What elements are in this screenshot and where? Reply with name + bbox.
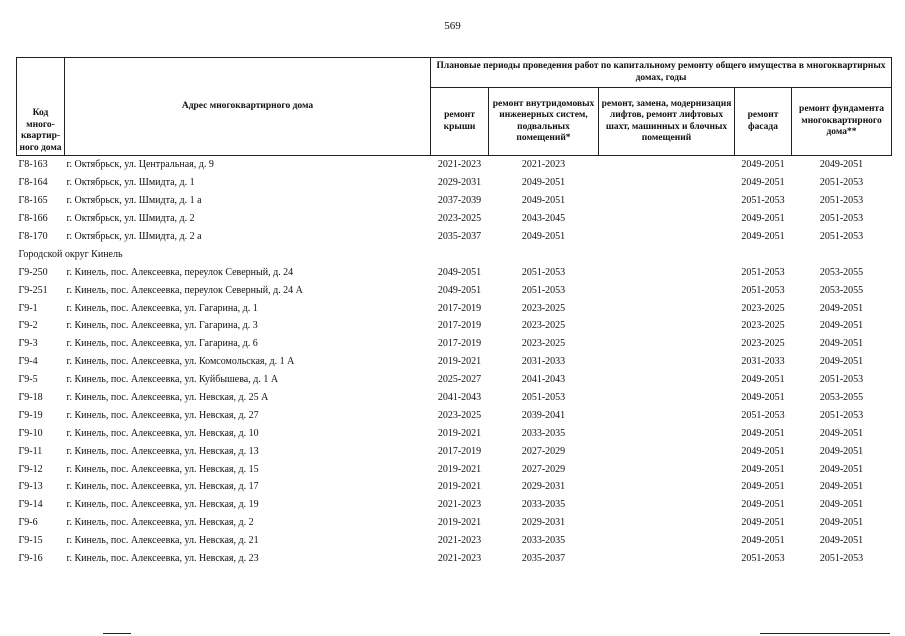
cell-elevators [599, 496, 735, 514]
cell-facade: 2023-2025 [741, 320, 785, 332]
cell-address: г. Кинель, пос. Алексеевка, ул. Куйбышева, д. 1 А [66, 374, 279, 386]
cell-systems: 2029-2031 [521, 481, 566, 493]
cell-roof: 2023-2025 [437, 213, 482, 225]
cell-foundation: 2051-2053 [819, 195, 864, 207]
cell-facade: 2051-2053 [741, 195, 785, 207]
cell-roof: 2021-2023 [437, 159, 482, 171]
cell-roof: 2017-2019 [437, 320, 482, 332]
cell-elevators [599, 353, 735, 371]
cell-systems: 2039-2041 [521, 409, 566, 421]
cell-foundation: 2051-2053 [819, 553, 864, 565]
header-facade: ремонт фасада [735, 88, 792, 156]
cell-elevators [599, 263, 735, 281]
cell-foundation: 2051-2053 [819, 213, 864, 225]
cell-roof: 2025-2027 [437, 374, 482, 386]
table-row [17, 174, 892, 192]
cell-facade: 2049-2051 [741, 535, 785, 547]
cell-address: г. Кинель, пос. Алексеевка, ул. Невская, д. 17 [66, 481, 259, 493]
cell-elevators [599, 371, 735, 389]
cell-roof: 2017-2019 [437, 302, 482, 314]
cell-elevators [599, 406, 735, 424]
cell-address: г. Кинель, пос. Алексеевка, ул. Невская, д. 2 [66, 517, 254, 529]
cell-elevators [599, 174, 735, 192]
cell-code: Г9-15 [18, 535, 43, 547]
table-row [17, 406, 892, 424]
cell-code: Г9-13 [18, 481, 43, 493]
cell-systems: 2043-2045 [521, 213, 566, 225]
cell-facade: 2049-2051 [741, 499, 785, 511]
cell-systems: 2029-2031 [521, 517, 566, 529]
cell-systems: 2051-2053 [521, 266, 566, 278]
cell-roof: 2029-2031 [437, 177, 482, 189]
cell-facade: 2051-2053 [741, 266, 785, 278]
cell-roof: 2037-2039 [437, 195, 482, 207]
cell-code: Г9-11 [18, 445, 43, 457]
table-row [17, 496, 892, 514]
cell-foundation: 2049-2051 [819, 499, 864, 511]
cell-code: Г8-166 [18, 213, 48, 225]
cell-foundation: 2049-2051 [819, 302, 864, 314]
header-foundation: ремонт фундамента многоквартирного дома** [792, 88, 892, 156]
cell-roof: 2019-2021 [437, 427, 482, 439]
cell-roof: 2023-2025 [437, 409, 482, 421]
cell-roof: 2021-2023 [437, 535, 482, 547]
table-row [17, 478, 892, 496]
cell-systems: 2049-2051 [521, 231, 566, 242]
cell-facade: 2049-2051 [741, 213, 785, 225]
cell-facade: 2049-2051 [741, 481, 785, 493]
table-row [17, 514, 892, 532]
cell-facade: 2049-2051 [741, 392, 785, 404]
cell-code: Г9-250 [18, 266, 48, 278]
cell-foundation: 2053-2055 [819, 284, 864, 296]
cell-foundation: 2049-2051 [819, 535, 864, 547]
cell-code: Г9-10 [18, 427, 43, 439]
cell-code: Г9-5 [18, 374, 38, 386]
cell-address: г. Октябрьск, ул. Шмидта, д. 2 а [66, 231, 202, 242]
table-row [17, 371, 892, 389]
cell-code: Г8-163 [18, 159, 48, 171]
cell-roof: 2019-2021 [437, 481, 482, 493]
cell-elevators [599, 299, 735, 317]
cell-code: Г9-251 [18, 284, 48, 296]
cell-address: г. Кинель, пос. Алексеевка, ул. Гагарина, д. 1 [66, 302, 258, 314]
cell-address: г. Кинель, пос. Алексеевка, ул. Невская, д. 21 [66, 535, 259, 547]
cell-elevators [599, 228, 735, 246]
cell-address: г. Октябрьск, ул. Центральная, д. 9 [66, 159, 214, 171]
cell-elevators [599, 210, 735, 228]
cell-systems: 2023-2025 [521, 338, 566, 350]
table-row [17, 460, 892, 478]
table-row [17, 532, 892, 550]
cell-elevators [599, 335, 735, 353]
cell-address: г. Кинель, пос. Алексеевка, ул. Невская, д. 25 А [66, 392, 269, 404]
table-body [17, 156, 892, 568]
header-roof: ремонт крыши [431, 88, 489, 156]
cell-address: г. Кинель, пос. Алексеевка, ул. Невская, д. 27 [66, 409, 259, 421]
footer-line-left [103, 633, 131, 634]
cell-roof: 2049-2051 [437, 266, 482, 278]
cell-elevators [599, 281, 735, 299]
cell-foundation: 2049-2051 [819, 445, 864, 457]
cell-code: Г9-1 [18, 302, 38, 314]
table-header [17, 58, 892, 156]
cell-systems: 2033-2035 [521, 427, 566, 439]
cell-foundation: 2049-2051 [819, 356, 864, 368]
cell-elevators [599, 478, 735, 496]
cell-foundation: 2049-2051 [819, 338, 864, 350]
cell-code: Г9-3 [18, 338, 38, 350]
cell-facade: 2049-2051 [741, 517, 785, 529]
cell-systems: 2051-2053 [521, 392, 566, 404]
cell-foundation: 2049-2051 [819, 320, 864, 332]
page-number: 569 [444, 20, 461, 32]
header-code: Код много-квартир-ного дома [17, 58, 65, 156]
table-row [17, 192, 892, 210]
cell-elevators [599, 424, 735, 442]
cell-facade: 2049-2051 [741, 177, 785, 189]
cell-facade: 2049-2051 [741, 231, 785, 242]
cell-address: г. Кинель, пос. Алексеевка, ул. Невская, д. 23 [66, 553, 259, 565]
cell-elevators [599, 317, 735, 335]
cell-roof: 2019-2021 [437, 517, 482, 529]
cell-code: Г9-6 [18, 517, 38, 529]
cell-systems: 2023-2025 [521, 302, 566, 314]
cell-roof: 2021-2023 [437, 499, 482, 511]
cell-roof: 2049-2051 [437, 284, 482, 296]
cell-elevators [599, 389, 735, 407]
table-row [17, 442, 892, 460]
cell-foundation: 2049-2051 [819, 481, 864, 493]
cell-foundation: 2051-2053 [819, 374, 864, 386]
cell-elevators [599, 532, 735, 550]
cell-address: г. Кинель, пос. Алексеевка, ул. Невская, д. 19 [66, 499, 259, 511]
table-row [17, 156, 892, 174]
cell-facade: 2051-2053 [741, 284, 785, 296]
cell-foundation: 2049-2051 [819, 463, 864, 475]
cell-code: Г9-14 [18, 499, 43, 511]
table-row [17, 353, 892, 371]
cell-systems: 2051-2053 [521, 284, 566, 296]
capital-repair-table-container [16, 57, 891, 567]
cell-facade: 2049-2051 [741, 445, 785, 457]
cell-address: г. Кинель, пос. Алексеевка, переулок Северный, д. 24 [66, 266, 294, 278]
cell-address: г. Кинель, пос. Алексеевка, переулок Северный, д. 24 А [66, 284, 303, 296]
table-row [17, 317, 892, 335]
cell-facade: 2051-2053 [741, 553, 785, 565]
cell-foundation: 2053-2055 [819, 266, 864, 278]
cell-roof: 2017-2019 [437, 338, 482, 350]
cell-address: г. Кинель, пос. Алексеевка, ул. Невская, д. 13 [66, 445, 259, 457]
cell-address: г. Кинель, пос. Алексеевка, ул. Невская, д. 15 [66, 463, 259, 475]
cell-address: г. Октябрьск, ул. Шмидта, д. 1 [66, 177, 195, 189]
cell-foundation: 2051-2053 [819, 409, 864, 421]
cell-facade: 2049-2051 [741, 159, 785, 171]
cell-roof: 2019-2021 [437, 356, 482, 368]
cell-facade: 2049-2051 [741, 374, 785, 386]
cell-roof: 2021-2023 [437, 553, 482, 565]
cell-code: Г9-18 [18, 392, 43, 404]
footer-line-right [760, 633, 890, 634]
cell-roof: 2041-2043 [437, 392, 482, 404]
cell-roof: 2017-2019 [437, 445, 482, 457]
capital-repair-table [16, 57, 892, 567]
cell-elevators [599, 442, 735, 460]
header-periods: Плановые периоды проведения работ по капитальному ремонту общего имущества в многоквартирных домах, годы [431, 58, 892, 88]
cell-systems: 2041-2043 [521, 374, 566, 386]
cell-foundation: 2051-2053 [819, 231, 864, 242]
table-row [17, 281, 892, 299]
cell-code: Г8-170 [18, 231, 48, 242]
cell-systems: 2023-2025 [521, 320, 566, 332]
cell-foundation: 2049-2051 [819, 159, 864, 171]
cell-code: Г9-16 [18, 553, 43, 565]
cell-code: Г9-2 [18, 320, 38, 332]
cell-elevators [599, 550, 735, 568]
group-heading: Городской округ Кинель [18, 248, 123, 260]
table-row [17, 424, 892, 442]
cell-address: г. Кинель, пос. Алексеевка, ул. Гагарина, д. 6 [66, 338, 258, 350]
cell-facade: 2049-2051 [741, 427, 785, 439]
cell-code: Г9-12 [18, 463, 43, 475]
table-row [17, 263, 892, 281]
cell-code: Г8-164 [18, 177, 48, 189]
cell-systems: 2033-2035 [521, 535, 566, 547]
cell-address: г. Кинель, пос. Алексеевка, ул. Комсомольская, д. 1 А [66, 356, 295, 368]
cell-elevators [599, 514, 735, 532]
cell-facade: 2023-2025 [741, 302, 785, 314]
cell-systems: 2049-2051 [521, 195, 566, 207]
cell-facade: 2023-2025 [741, 338, 785, 350]
cell-systems: 2035-2037 [521, 553, 566, 565]
cell-elevators [599, 156, 735, 174]
cell-code: Г9-19 [18, 409, 43, 421]
cell-address: г. Кинель, пос. Алексеевка, ул. Гагарина, д. 3 [66, 320, 258, 332]
cell-code: Г8-165 [18, 195, 48, 207]
cell-address: г. Октябрьск, ул. Шмидта, д. 1 а [66, 195, 202, 207]
cell-foundation: 2051-2053 [819, 177, 864, 189]
table-row [17, 228, 892, 246]
header-elevators: ремонт, замена, модернизация лифтов, ремонт лифтовых шахт, машинных и блочных помещений [599, 88, 735, 156]
cell-systems: 2031-2033 [521, 356, 566, 368]
table-row [17, 299, 892, 317]
table-row [17, 389, 892, 407]
cell-foundation: 2049-2051 [819, 427, 864, 439]
header-systems: ремонт внутридомовых инженерных систем, подвальных помещений* [489, 88, 599, 156]
table-row [17, 210, 892, 228]
cell-systems: 2021-2023 [521, 159, 566, 171]
header-address: Адрес многоквартирного дома [65, 58, 431, 156]
cell-systems: 2027-2029 [521, 463, 566, 475]
cell-facade: 2049-2051 [741, 463, 785, 475]
cell-foundation: 2049-2051 [819, 517, 864, 529]
cell-elevators [599, 460, 735, 478]
cell-code: Г9-4 [18, 356, 38, 368]
cell-facade: 2031-2033 [741, 356, 785, 368]
cell-elevators [599, 192, 735, 210]
table-row [17, 335, 892, 353]
cell-roof: 2019-2021 [437, 463, 482, 475]
cell-foundation: 2053-2055 [819, 392, 864, 404]
cell-roof: 2035-2037 [437, 231, 482, 242]
cell-facade: 2051-2053 [741, 409, 785, 421]
cell-systems: 2027-2029 [521, 445, 566, 457]
cell-address: г. Октябрьск, ул. Шмидта, д. 2 [66, 213, 195, 225]
cell-address: г. Кинель, пос. Алексеевка, ул. Невская, д. 10 [66, 427, 259, 439]
cell-systems: 2049-2051 [521, 177, 566, 189]
table-row [17, 550, 892, 568]
cell-systems: 2033-2035 [521, 499, 566, 511]
group-heading-row [17, 245, 892, 263]
